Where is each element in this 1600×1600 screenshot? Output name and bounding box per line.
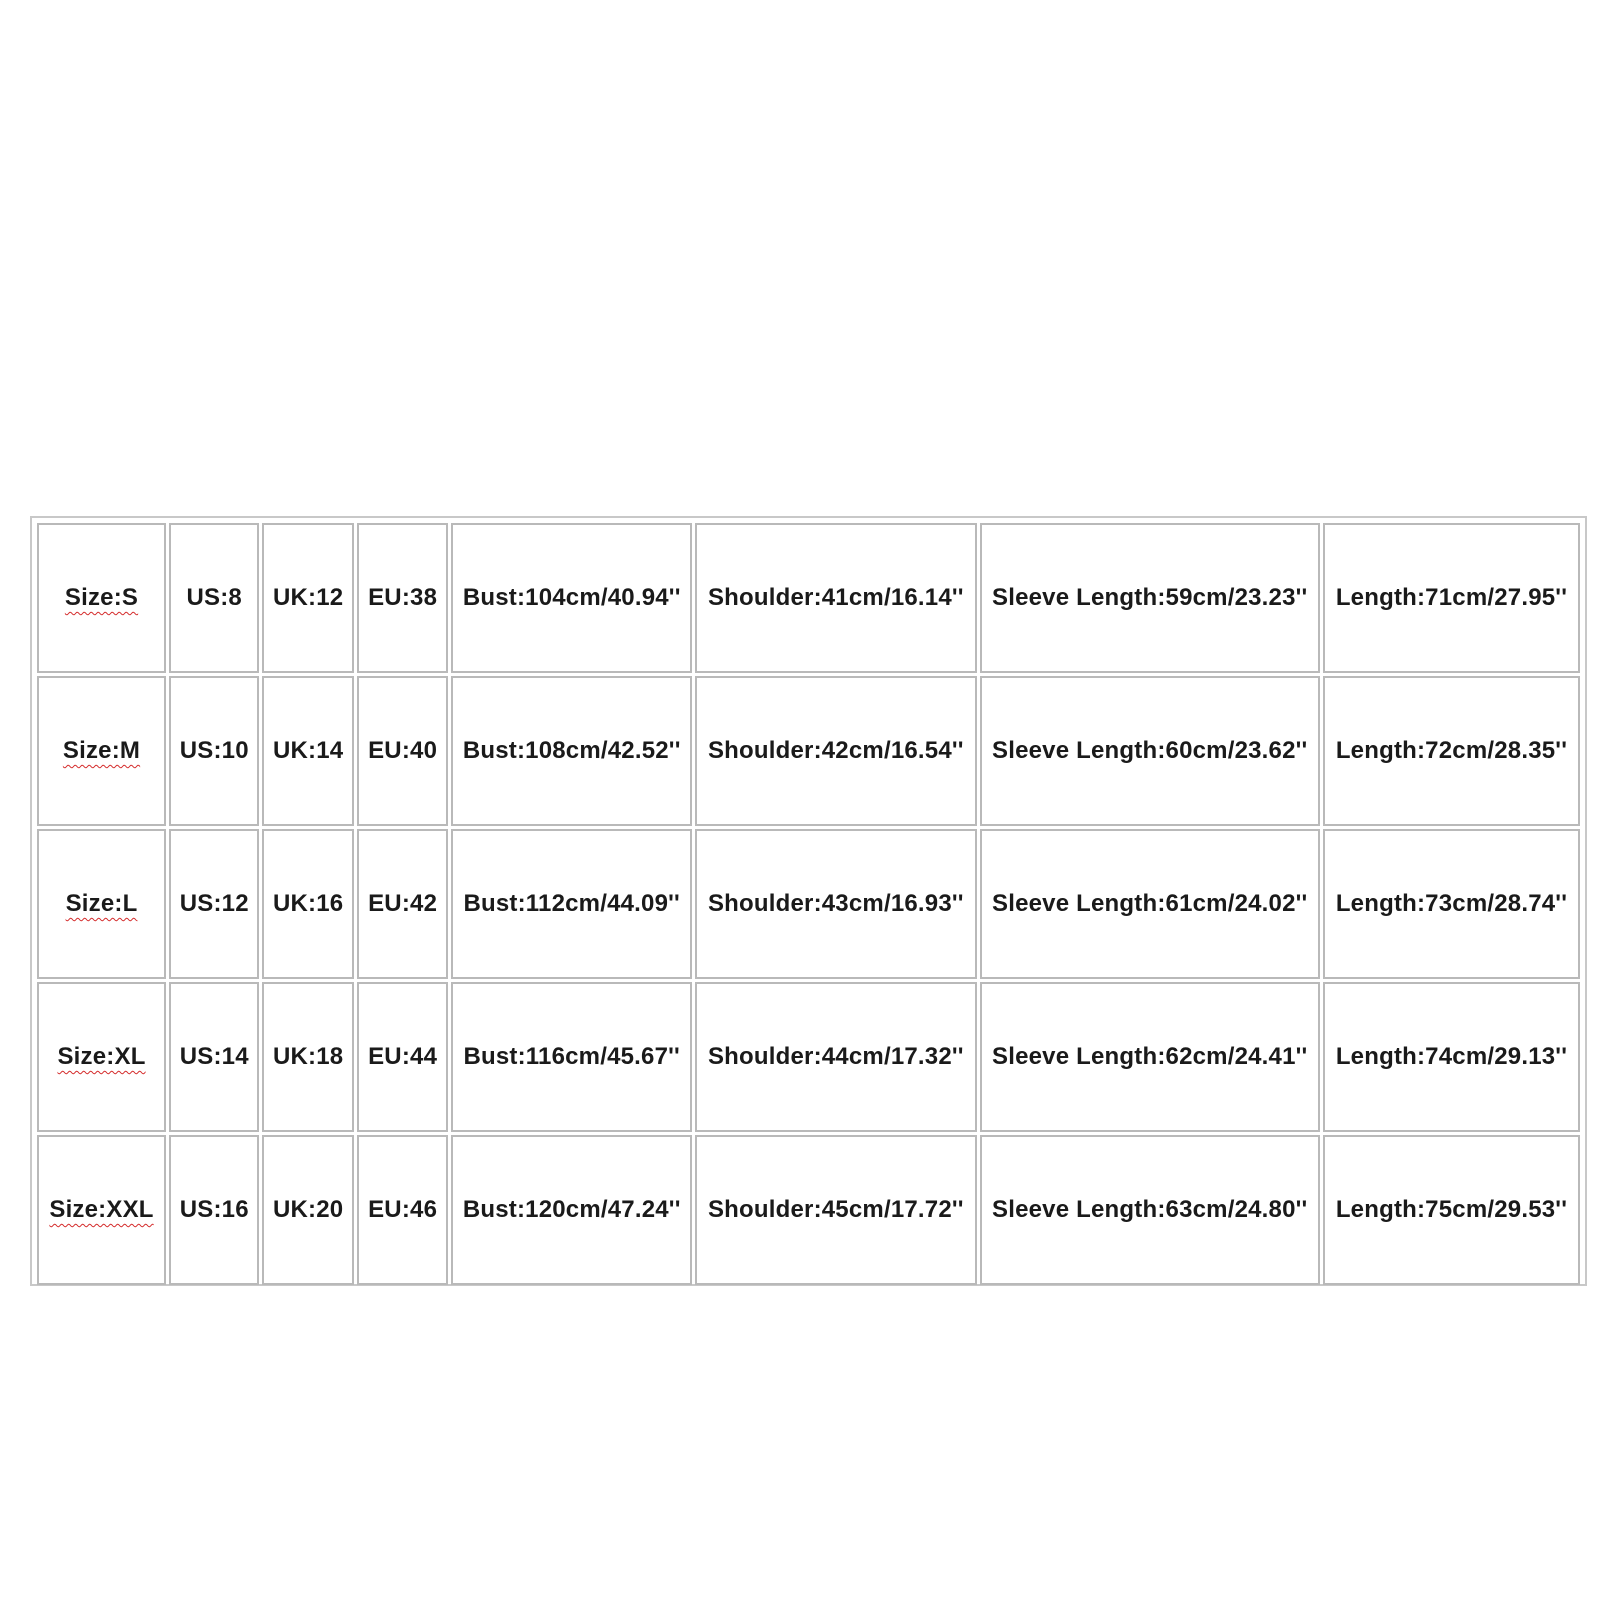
sleeve-length-cell: Sleeve Length:59cm/23.23''	[980, 523, 1320, 673]
us-size-cell: US:8	[169, 523, 259, 673]
table-row	[37, 676, 1580, 826]
size-label: Size:XL	[57, 1043, 146, 1070]
sleeve-length-cell: Sleeve Length:63cm/24.80''	[980, 1135, 1320, 1285]
length-cell: Length:71cm/27.95''	[1323, 523, 1580, 673]
shoulder-cell: Shoulder:43cm/16.93''	[695, 829, 976, 979]
length-cell: Length:73cm/28.74''	[1323, 829, 1580, 979]
size-chart-frame	[30, 516, 1587, 1286]
size-label: Size:S	[64, 584, 139, 611]
size-cell	[37, 1135, 166, 1285]
uk-size-cell: UK:18	[262, 982, 353, 1132]
us-size-cell: US:16	[169, 1135, 259, 1285]
table-row	[37, 982, 1580, 1132]
size-cell	[37, 523, 166, 673]
eu-size-cell: EU:46	[357, 1135, 448, 1285]
size-label: Size:L	[65, 890, 138, 917]
shoulder-cell: Shoulder:41cm/16.14''	[695, 523, 976, 673]
shoulder-cell: Shoulder:45cm/17.72''	[695, 1135, 976, 1285]
bust-cell: Bust:108cm/42.52''	[451, 676, 692, 826]
table-row	[37, 1135, 1580, 1285]
table-row	[37, 523, 1580, 673]
bust-cell: Bust:120cm/47.24''	[451, 1135, 692, 1285]
us-size-cell: US:14	[169, 982, 259, 1132]
sleeve-length-cell: Sleeve Length:62cm/24.41''	[980, 982, 1320, 1132]
sleeve-length-cell: Sleeve Length:61cm/24.02''	[980, 829, 1320, 979]
uk-size-cell: UK:14	[262, 676, 353, 826]
uk-size-cell: UK:16	[262, 829, 353, 979]
shoulder-cell: Shoulder:42cm/16.54''	[695, 676, 976, 826]
size-cell	[37, 982, 166, 1132]
bust-cell: Bust:112cm/44.09''	[451, 829, 692, 979]
length-cell: Length:75cm/29.53''	[1323, 1135, 1580, 1285]
size-chart-table	[34, 520, 1583, 1288]
size-label: Size:XXL	[49, 1196, 154, 1223]
table-row	[37, 829, 1580, 979]
size-label: Size:M	[62, 737, 141, 764]
shoulder-cell: Shoulder:44cm/17.32''	[695, 982, 976, 1132]
us-size-cell: US:10	[169, 676, 259, 826]
eu-size-cell: EU:42	[357, 829, 448, 979]
length-cell: Length:74cm/29.13''	[1323, 982, 1580, 1132]
uk-size-cell: UK:20	[262, 1135, 353, 1285]
uk-size-cell: UK:12	[262, 523, 353, 673]
eu-size-cell: EU:40	[357, 676, 448, 826]
bust-cell: Bust:116cm/45.67''	[451, 982, 692, 1132]
length-cell: Length:72cm/28.35''	[1323, 676, 1580, 826]
size-cell	[37, 676, 166, 826]
eu-size-cell: EU:38	[357, 523, 448, 673]
size-cell	[37, 829, 166, 979]
bust-cell: Bust:104cm/40.94''	[451, 523, 692, 673]
sleeve-length-cell: Sleeve Length:60cm/23.62''	[980, 676, 1320, 826]
eu-size-cell: EU:44	[357, 982, 448, 1132]
us-size-cell: US:12	[169, 829, 259, 979]
